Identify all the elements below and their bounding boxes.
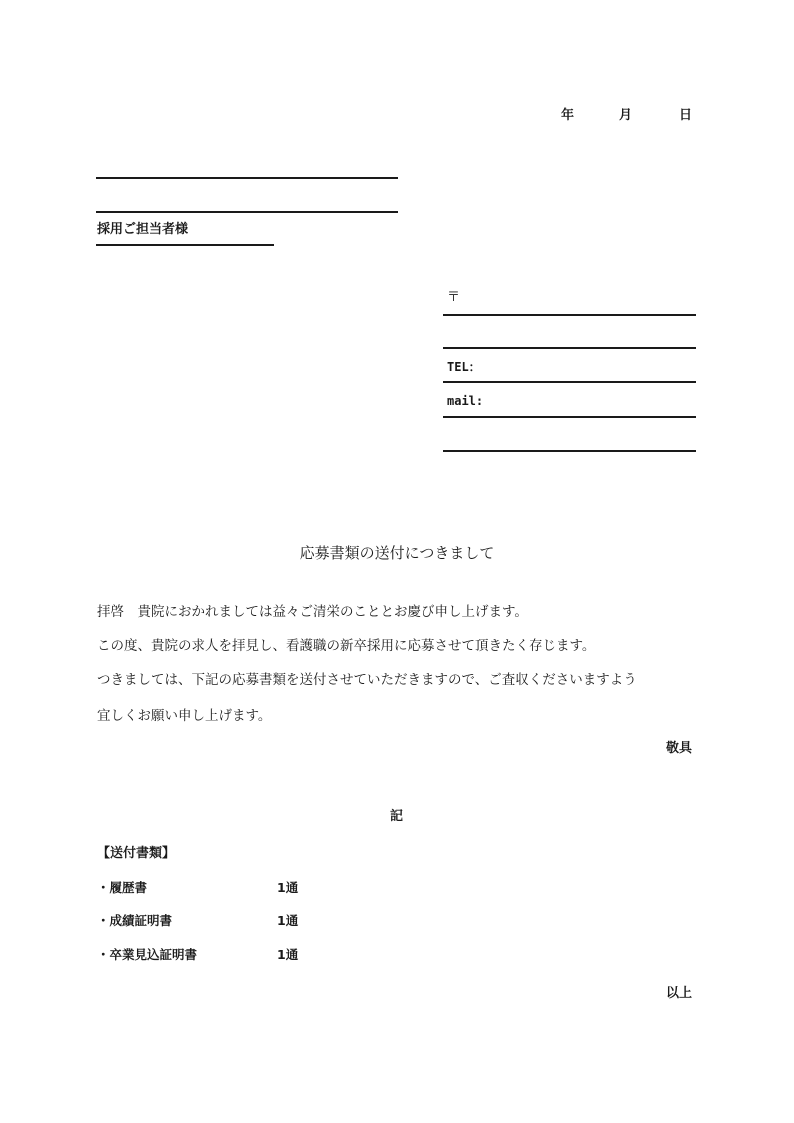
- tel-label: TEL：: [447, 360, 481, 374]
- enclosure-item-count: 1通: [277, 913, 299, 928]
- body-line-1: 拝啓 貴院におかれましては益々ご清栄のこととお慶び申し上げます。: [97, 604, 528, 620]
- sender-mail-line: [443, 416, 696, 418]
- date-day-label: 日: [679, 108, 693, 123]
- body-line-2: この度、貴院の求人を拝見し、看護職の新卒採用に応募させて頂きたく存じます。: [97, 638, 596, 654]
- letter-subject: 応募書類の送付につきまして: [299, 544, 495, 562]
- recipient-name-line-1: [96, 177, 398, 179]
- sender-tel-line: [443, 381, 696, 383]
- closing-keigu: 敬具: [665, 741, 692, 756]
- closing-ijou: 以上: [665, 986, 692, 1001]
- recipient-name-line-2: [96, 211, 398, 213]
- enclosure-item-name: ・卒業見込証明書: [97, 947, 198, 962]
- body-line-3: つきましては、下記の応募書類を送付させていただきますので、ご査収くださいますよう: [97, 672, 637, 688]
- enclosure-item-count: 1通: [277, 947, 299, 962]
- sender-address-line-1: [443, 314, 696, 316]
- body-line-4: 宜しくお願い申し上げます。: [97, 708, 272, 724]
- mail-label: mail:: [447, 394, 484, 408]
- sender-address-line-2: [443, 347, 696, 349]
- recipient-attention-underline: [96, 244, 274, 246]
- postal-mark: 〒: [447, 290, 461, 305]
- date-month-label: 月: [619, 108, 633, 123]
- enclosure-item-name: ・履歴書: [97, 880, 148, 895]
- ki-label: 記: [390, 809, 404, 824]
- date-year-label: 年: [561, 108, 575, 123]
- enclosure-item-name: ・成績証明書: [97, 913, 173, 928]
- enclosures-heading: 【送付書類】: [97, 846, 176, 861]
- recipient-attention: 採用ご担当者様: [97, 222, 189, 237]
- enclosure-item-count: 1通: [277, 880, 299, 895]
- sender-name-line: [443, 450, 696, 452]
